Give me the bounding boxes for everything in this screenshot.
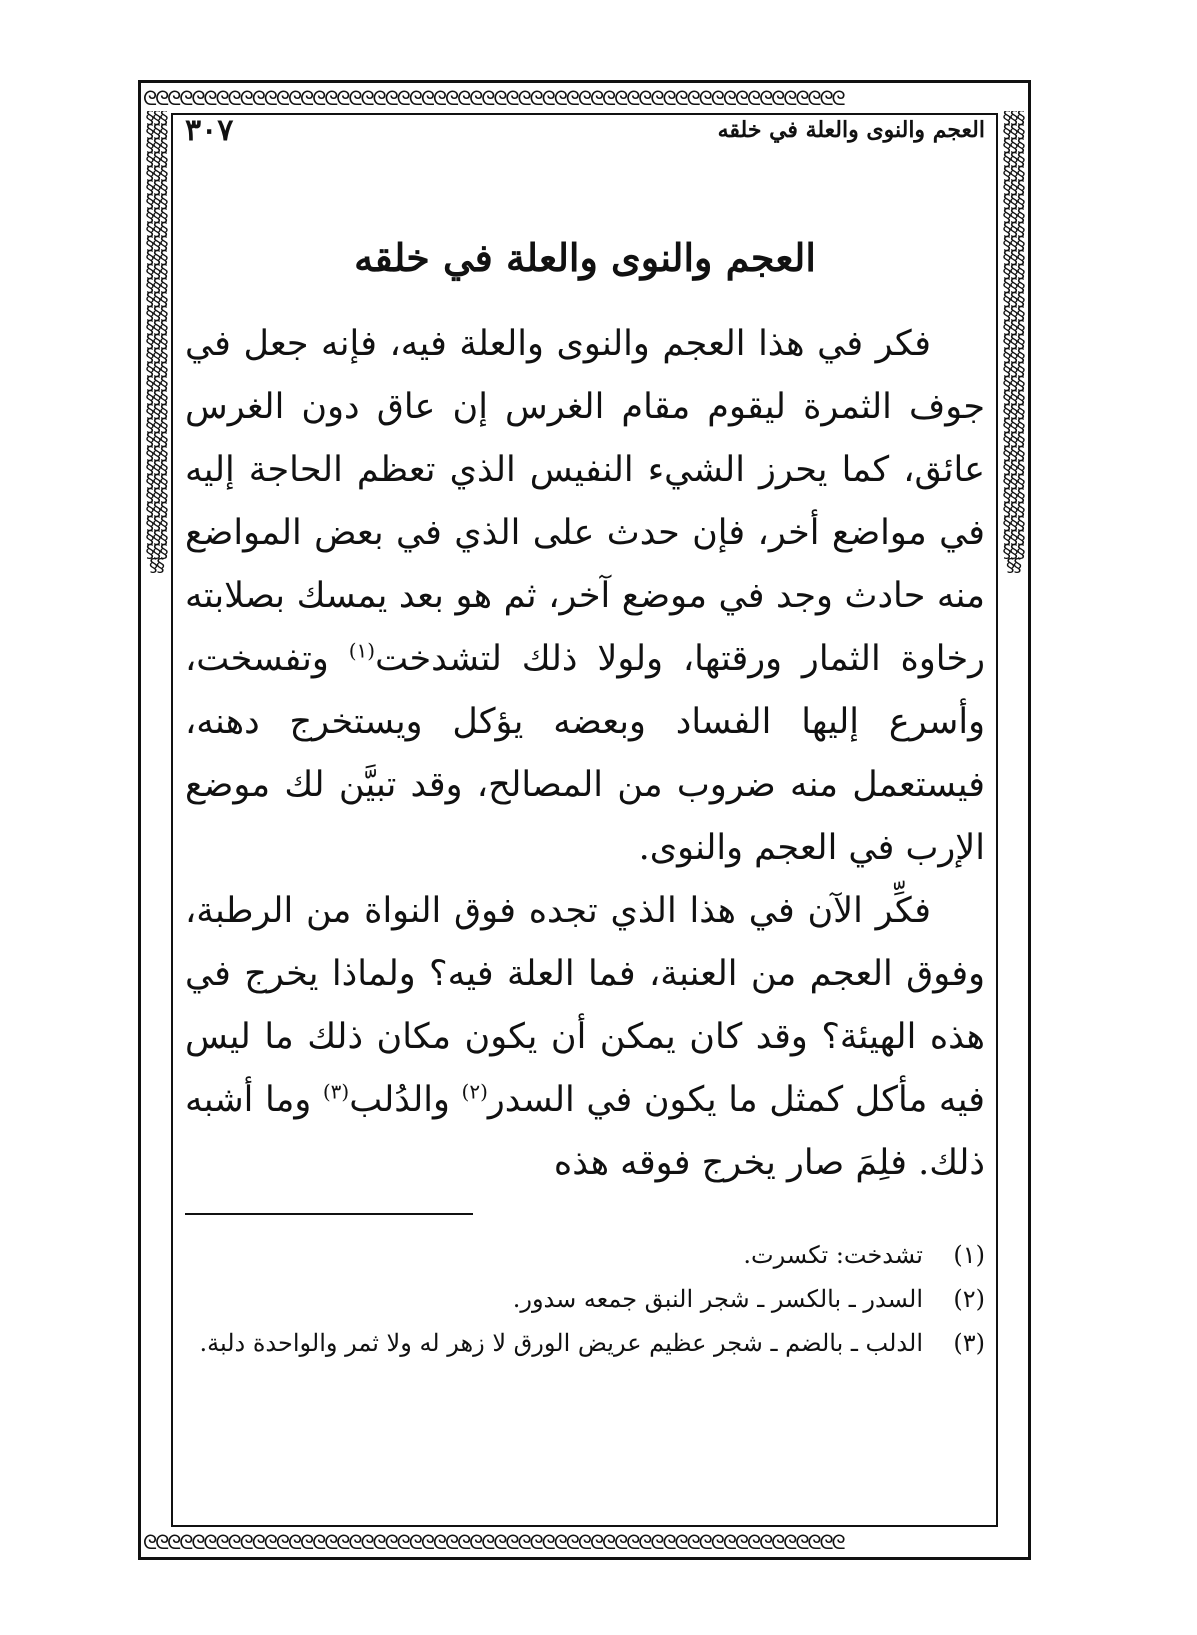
footnote-ref-3: (٣): [322, 1079, 350, 1104]
footnote-separator: [185, 1213, 473, 1215]
paragraph-2: [185, 880, 985, 1195]
footnotes: [185, 1233, 985, 1365]
footnote-ref-1: (١): [348, 638, 376, 663]
page-number: ٣٠٧: [185, 113, 234, 148]
border-braid-top: ᘓᘓᘓᘓᘓᘓᘓᘓᘓᘓᘓᘓᘓᘓᘓᘓᘓᘓᘓᘓᘓᘓᘓᘓᘓᘓᘓᘓᘓᘓᘓᘓᘓᘓᘓᘓᘓᘓᘓᘓᘓᘓᘓᘓᘓᘓᘓᘓᘓᘓᘓᘓᘓᘓᘓᘓᘓᘓ: [143, 86, 844, 110]
footnote-text: الدلب ـ بالضم ـ شجر عظيم عريض الورق لا زهر له ولا ثمر والواحدة دلبة.: [199, 1329, 923, 1357]
border-braid-left: §§§§§§§§§§§§§§§§§§§§§§§§§§§§§§§§§§§§§§§§§§§§§§§§§§§§§§§§§§§§§§§§§§§§§§§§§§§§§§§§§§§§§§§§§§§§§§§§§§: [145, 111, 167, 576]
border-braid-right: §§§§§§§§§§§§§§§§§§§§§§§§§§§§§§§§§§§§§§§§§§§§§§§§§§§§§§§§§§§§§§§§§§§§§§§§§§§§§§§§§§§§§§§§§§§§§§§§§§: [1002, 111, 1024, 576]
running-title: العجم والنوى والعلة في خلقه: [717, 117, 985, 143]
paragraph-1-text-a: فكر في هذا العجم والنوى والعلة فيه، فإنه جعل في جوف الثمرة ليقوم مقام الغرس إن عاق دون الغرس عائق، كما يحرز الشيء النفيس الذي تعظم الحاجة إليه في مواضع أخر، فإن حدث على الذي في بعض المواضع منه حادث وجد في موضع آخر، ثم هو بعد يمسك بصلابته رخاوة الثمار ورقتها، ولولا ذلك لتشدخت: [185, 324, 985, 679]
footnote-number: (٢): [953, 1285, 985, 1313]
footnote-item: [185, 1233, 985, 1277]
chapter-title: العجم والنوى والعلة في خلقه: [354, 235, 816, 280]
paragraph-1: [185, 313, 985, 880]
paragraph-2-text-b: والدُلب: [349, 1080, 462, 1120]
footnote-number: (١): [953, 1241, 985, 1269]
footnote-item: [185, 1321, 985, 1365]
paragraph-2-text-c: وما أشبه ذلك. فلِمَ صار يخرج فوقه هذه: [185, 1080, 985, 1183]
footnote-text: السدر ـ بالكسر ـ شجر النبق جمعه سدور.: [512, 1285, 923, 1313]
page-content: [185, 105, 985, 1545]
footnote-item: [185, 1277, 985, 1321]
footnote-text: تشدخت: تكسرت.: [743, 1241, 923, 1269]
body-text: [185, 313, 985, 1195]
border-braid-bottom: ᘓᘓᘓᘓᘓᘓᘓᘓᘓᘓᘓᘓᘓᘓᘓᘓᘓᘓᘓᘓᘓᘓᘓᘓᘓᘓᘓᘓᘓᘓᘓᘓᘓᘓᘓᘓᘓᘓᘓᘓᘓᘓᘓᘓᘓᘓᘓᘓᘓᘓᘓᘓᘓᘓᘓᘓᘓᘓ: [143, 1530, 844, 1554]
paragraph-1-text-b: وتفسخت، وأسرع إليها الفساد وبعضه يؤكل ويستخرج دهنه، فيستعمل منه ضروب من المصالح، وقد تبيَّن لك موضع الإرب في العجم والنوى.: [185, 639, 985, 868]
paragraph-2-text-a: فكِّر الآن في هذا الذي تجده فوق النواة من الرطبة، وفوق العجم من العنبة، فما العلة فيه؟ ولماذا يخرج في هذه الهيئة؟ وقد كان يمكن أن يكون مكان ذلك ما ليس فيه مأكل كمثل ما يكون في السدر: [185, 891, 985, 1120]
running-header: [185, 113, 985, 157]
footnote-ref-2: (٢): [461, 1079, 488, 1104]
footnote-number: (٣): [953, 1329, 985, 1357]
